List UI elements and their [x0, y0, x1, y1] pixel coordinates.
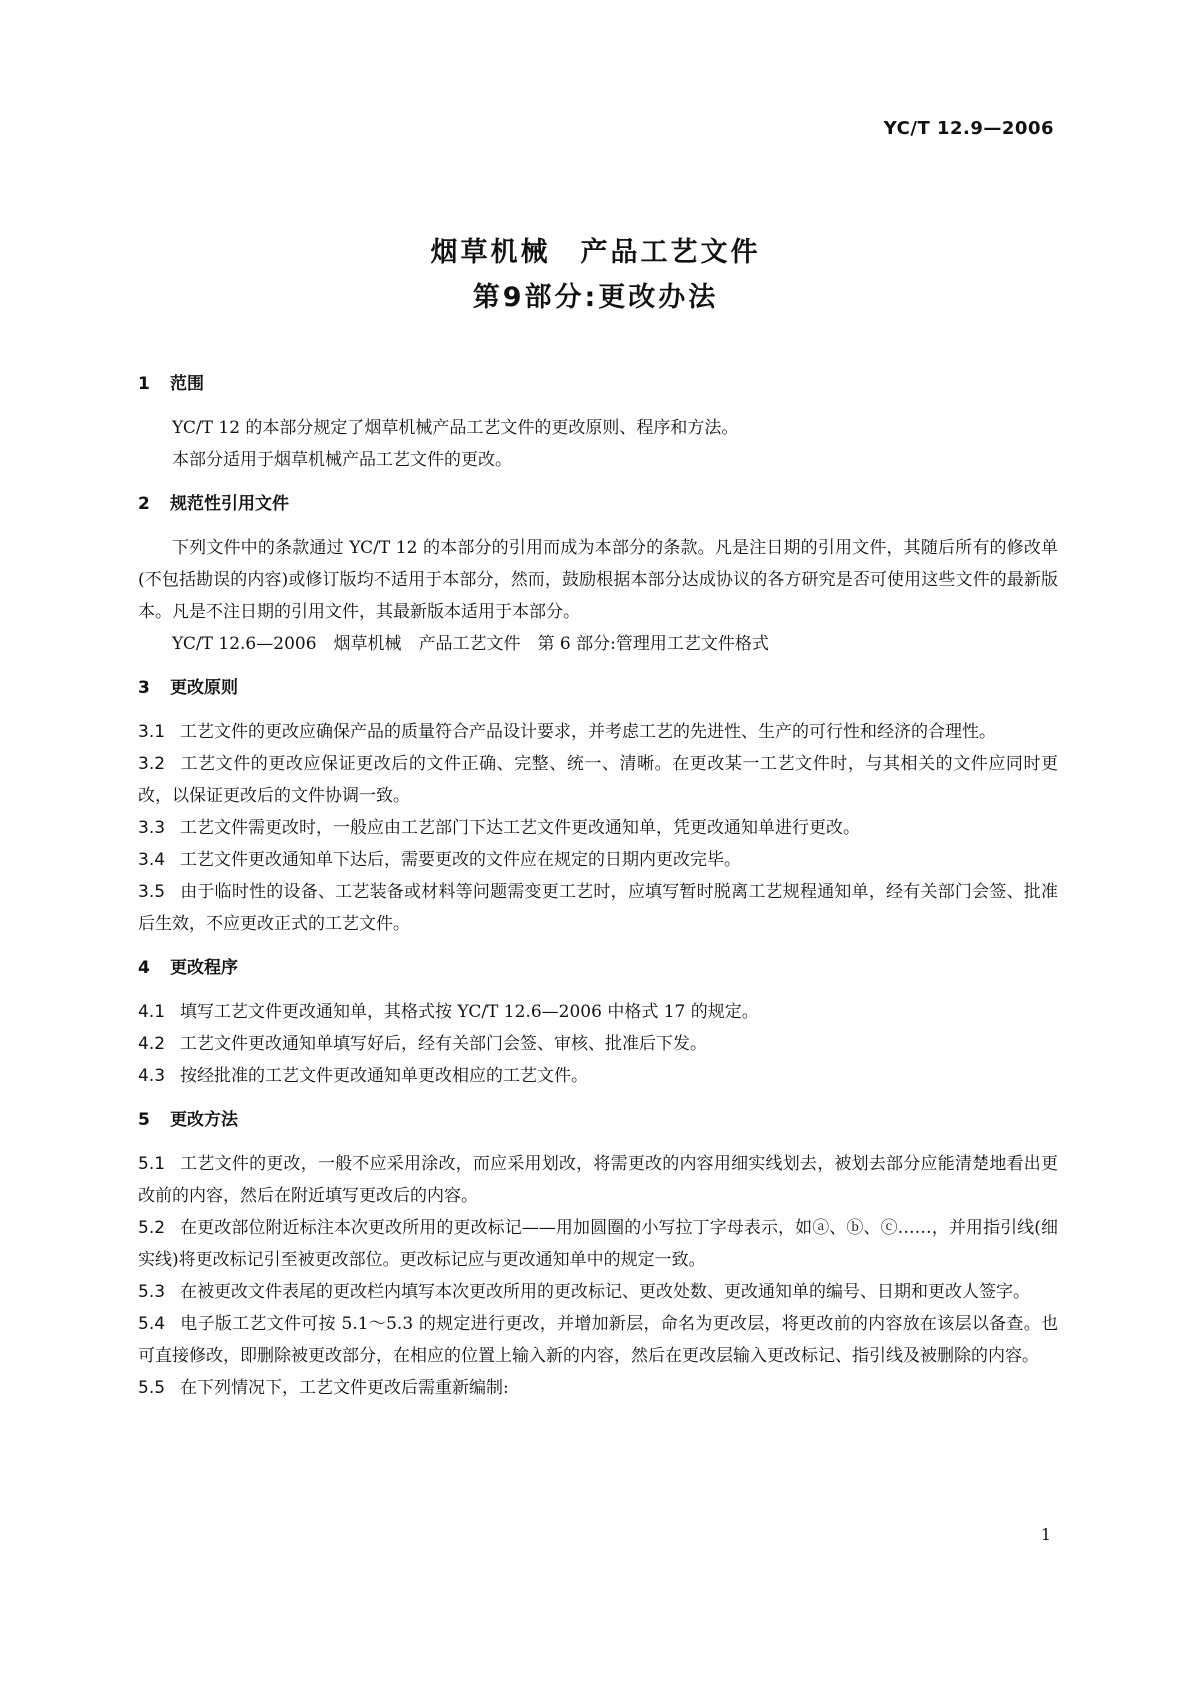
- clause-text: 工艺文件需更改时，一般应由工艺部门下达工艺文件更改通知单，凭更改通知单进行更改。: [180, 818, 860, 838]
- clause: [138, 1372, 1058, 1404]
- clause-number: 3.5: [138, 882, 166, 902]
- paragraph: YC/T 12 的本部分规定了烟草机械产品工艺文件的更改原则、程序和方法。: [172, 418, 739, 438]
- clause-number: 5.2: [138, 1218, 166, 1238]
- clause-text: 工艺文件的更改，一般不应采用涂改，而应采用划改，将需更改的内容用细实线划去，被划去部分应能清楚地看出更改前的内容，然后在附近填写更改后的内容。: [138, 1154, 1058, 1206]
- document-title: 烟草机械 产品工艺文件: [430, 237, 761, 268]
- clause-text: 按经批准的工艺文件更改通知单更改相应的工艺文件。: [180, 1066, 588, 1086]
- section-number: 3: [138, 678, 150, 698]
- section-title: 规范性引用文件: [170, 494, 289, 514]
- clause: [138, 812, 1058, 844]
- clause-text: 工艺文件更改通知单填写好后，经有关部门会签、审核、批准后下发。: [180, 1034, 707, 1054]
- section-heading-normative-references: [138, 490, 1058, 518]
- clause-text: 电子版工艺文件可按 5.1～5.3 的规定进行更改，并增加新层，命名为更改层，将更改前的内容放在该层以备查。也可直接修改，即删除被更改部分，在相应的位置上输入新的内容，然后在更改层输入更改标记、指引线及被删除的内容。: [138, 1314, 1058, 1366]
- section-heading-procedure: [138, 954, 1058, 982]
- clause-text: 在更改部位附近标注本次更改所用的更改标记——用加圆圈的小写拉丁字母表示，如ⓐ、ⓑ、ⓒ……，并用指引线(细实线)将更改标记引至被更改部位。更改标记应与更改通知单中的规定一致。: [138, 1218, 1058, 1270]
- clause: [138, 1148, 1058, 1212]
- clause: [138, 748, 1058, 812]
- section-number: 2: [138, 494, 150, 514]
- clause-number: 3.2: [138, 754, 166, 774]
- section-heading-principles: [138, 674, 1058, 702]
- clause-text: 填写工艺文件更改通知单，其格式按 YC/T 12.6—2006 中格式 17 的规定。: [180, 1002, 759, 1022]
- document-subtitle: 第9部分:更改办法: [472, 282, 719, 313]
- clause: [138, 876, 1058, 940]
- clause: [138, 716, 1058, 748]
- document-body: [138, 370, 1058, 1404]
- paragraph: 本部分适用于烟草机械产品工艺文件的更改。: [172, 450, 512, 470]
- clause: [138, 996, 1058, 1028]
- paragraph: 下列文件中的条款通过 YC/T 12 的本部分的引用而成为本部分的条款。凡是注日期的引用文件，其随后所有的修改单(不包括勘误的内容)或修订版均不适用于本部分，然而，鼓励根据本部分达成协议的各方研究是否可使用这些文件的最新版本。凡是不注日期的引用文件，其最新版本适用于本部分。: [138, 538, 1058, 622]
- clause-text: 在下列情况下，工艺文件更改后需重新编制:: [180, 1378, 509, 1398]
- clause-number: 4.2: [138, 1034, 166, 1054]
- clause: [138, 1212, 1058, 1276]
- section-heading-methods: [138, 1106, 1058, 1134]
- section-title: 更改程序: [170, 958, 238, 978]
- clause-number: 4.1: [138, 1002, 166, 1022]
- clause-number: 5.5: [138, 1378, 166, 1398]
- section-number: 4: [138, 958, 150, 978]
- clause-number: 5.4: [138, 1314, 166, 1334]
- clause: [138, 844, 1058, 876]
- document-code: YC/T 12.9—2006: [883, 118, 1054, 139]
- clause-number: 5.3: [138, 1282, 166, 1302]
- clause-number: 4.3: [138, 1066, 166, 1086]
- clause-number: 3.1: [138, 722, 166, 742]
- clause-text: 由于临时性的设备、工艺装备或材料等问题需变更工艺时，应填写暂时脱离工艺规程通知单，经有关部门会签、批准后生效，不应更改正式的工艺文件。: [138, 882, 1058, 934]
- clause-text: 工艺文件的更改应保证更改后的文件正确、完整、统一、清晰。在更改某一工艺文件时，与其相关的文件应同时更改，以保证更改后的文件协调一致。: [138, 754, 1058, 806]
- page-number: 1: [1040, 1525, 1051, 1544]
- clause-number: 3.4: [138, 850, 166, 870]
- clause-text: 在被更改文件表尾的更改栏内填写本次更改所用的更改标记、更改处数、更改通知单的编号、日期和更改人签字。: [180, 1282, 1030, 1302]
- section-title: 更改方法: [170, 1110, 238, 1130]
- section-title: 范围: [170, 374, 204, 394]
- clause: [138, 1028, 1058, 1060]
- clause-text: 工艺文件更改通知单下达后，需要更改的文件应在规定的日期内更改完毕。: [180, 850, 741, 870]
- clause-number: 5.1: [138, 1154, 166, 1174]
- section-number: 1: [138, 374, 150, 394]
- clause: [138, 1308, 1058, 1372]
- clause-number: 3.3: [138, 818, 166, 838]
- section-number: 5: [138, 1110, 150, 1130]
- section-title: 更改原则: [170, 678, 238, 698]
- clause: [138, 1060, 1058, 1092]
- section-heading-scope: [138, 370, 1058, 398]
- reference-entry: YC/T 12.6—2006 烟草机械 产品工艺文件 第 6 部分:管理用工艺文件格式: [172, 634, 769, 654]
- clause-text: 工艺文件的更改应确保产品的质量符合产品设计要求，并考虑工艺的先进性、生产的可行性和经济的合理性。: [180, 722, 996, 742]
- clause: [138, 1276, 1058, 1308]
